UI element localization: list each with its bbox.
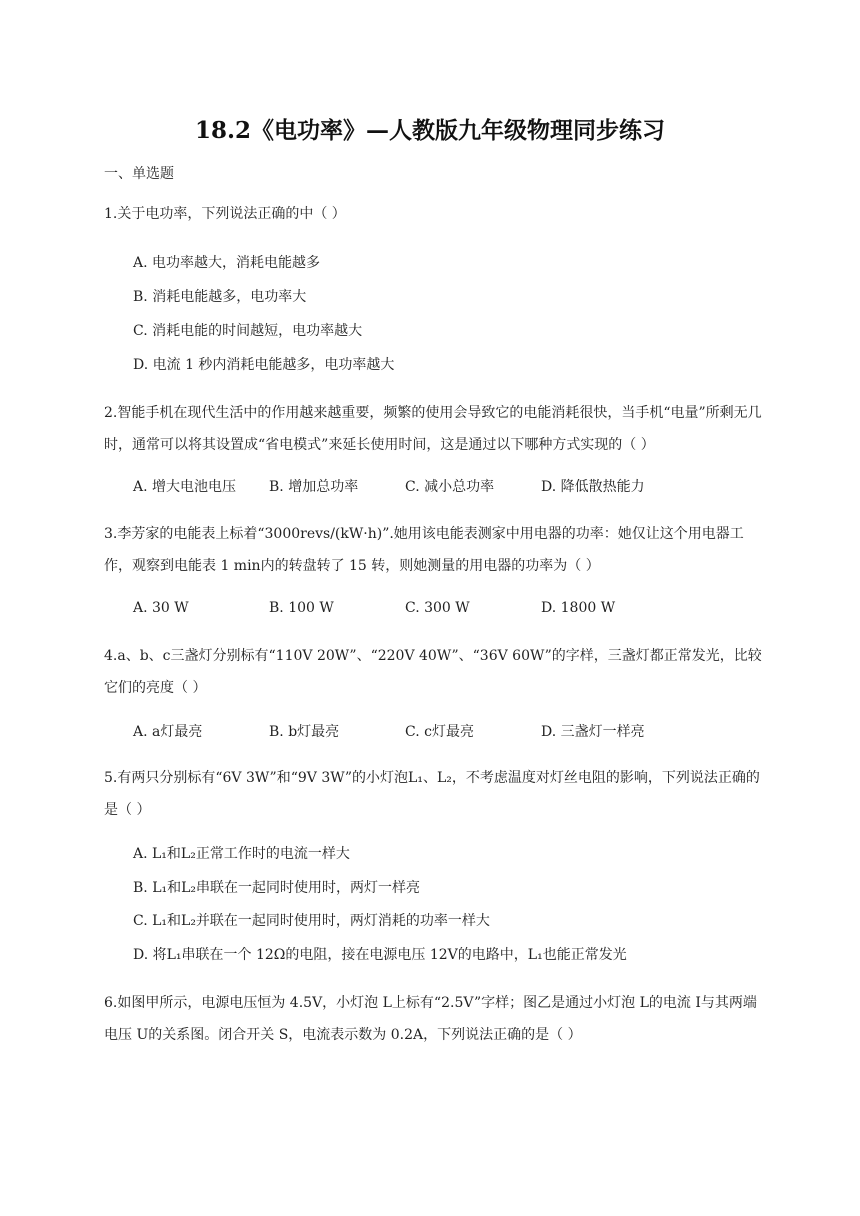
question-1-option-a[interactable]: A. 电功率越大，消耗电能越多 bbox=[133, 255, 321, 271]
question-2-option-b[interactable]: B. 增加总功率 bbox=[269, 479, 359, 495]
question-1-option-b[interactable]: B. 消耗电能越多，电功率大 bbox=[133, 289, 307, 305]
question-6-stem: 6.如图甲所示，电源电压恒为 4.5V，小灯泡 L上标有“2.5V”字样；图乙是通过小灯泡 L的电流 I与其两端电压 U的关系图。闭合开关 S，电流表示数为 0.2A，下列说法正确的是（ ） bbox=[104, 995, 757, 1043]
question-2-option-a[interactable]: A. 增大电池电压 bbox=[133, 479, 237, 495]
question-4-option-b[interactable]: B. b灯最亮 bbox=[269, 724, 340, 740]
question-3-stem: 3.李芳家的电能表上标着“3000revs/(kW·h)”.她用该电能表测家中用电器的功率：她仅让这个用电器工作，观察到电能表 1 min内的转盘转了 15 转，则她测量的用电器的功率为（ ） bbox=[104, 526, 744, 574]
question-3-option-c[interactable]: C. 300 W bbox=[405, 600, 470, 616]
question-5-option-d[interactable]: D. 将L₁串联在一个 12Ω的电阻，接在电源电压 12V的电路中，L₁也能正常发光 bbox=[133, 947, 627, 963]
section-heading: 一、单选题 bbox=[104, 166, 174, 182]
page-title: 18.2《电功率》—人教版九年级物理同步练习 bbox=[194, 117, 666, 144]
question-4-option-c[interactable]: C. c灯最亮 bbox=[405, 724, 474, 740]
question-5-option-b[interactable]: B. L₁和L₂串联在一起同时使用时，两灯一样亮 bbox=[133, 880, 421, 896]
question-5-option-a[interactable]: A. L₁和L₂正常工作时的电流一样大 bbox=[133, 846, 350, 862]
question-4-option-a[interactable]: A. a灯最亮 bbox=[133, 724, 203, 740]
question-5-option-c[interactable]: C. L₁和L₂并联在一起同时使用时，两灯消耗的功率一样大 bbox=[133, 913, 490, 929]
question-3-option-b[interactable]: B. 100 W bbox=[269, 600, 334, 616]
question-4-option-d[interactable]: D. 三盏灯一样亮 bbox=[541, 724, 645, 740]
question-1-option-d[interactable]: D. 电流 1 秒内消耗电能越多，电功率越大 bbox=[133, 357, 395, 373]
question-2-stem: 2.智能手机在现代生活中的作用越来越重要，频繁的使用会导致它的电能消耗很快，当手机“电量”所剩无几时，通常可以将其设置成“省电模式”来延长使用时间，这是通过以下哪种方式实现的（ ） bbox=[104, 405, 762, 453]
question-1-option-c[interactable]: C. 消耗电能的时间越短，电功率越大 bbox=[133, 323, 363, 339]
question-1-stem: 1.关于电功率，下列说法正确的中（ ） bbox=[104, 206, 346, 222]
question-2-option-c[interactable]: C. 减小总功率 bbox=[405, 479, 495, 495]
question-3-option-a[interactable]: A. 30 W bbox=[133, 600, 189, 616]
question-5-stem: 5.有两只分别标有“6V 3W”和“9V 3W”的小灯泡L₁、L₂，不考虑温度对灯丝电阻的影响，下列说法正确的是（ ） bbox=[104, 770, 760, 818]
question-3-option-d[interactable]: D. 1800 W bbox=[541, 600, 616, 616]
question-2-option-d[interactable]: D. 降低散热能力 bbox=[541, 479, 645, 495]
question-4-stem: 4.a、b、c三盏灯分别标有“110V 20W”、“220V 40W”、“36V 60W”的字样，三盏灯都正常发光，比较它们的亮度（ ） bbox=[104, 648, 762, 696]
